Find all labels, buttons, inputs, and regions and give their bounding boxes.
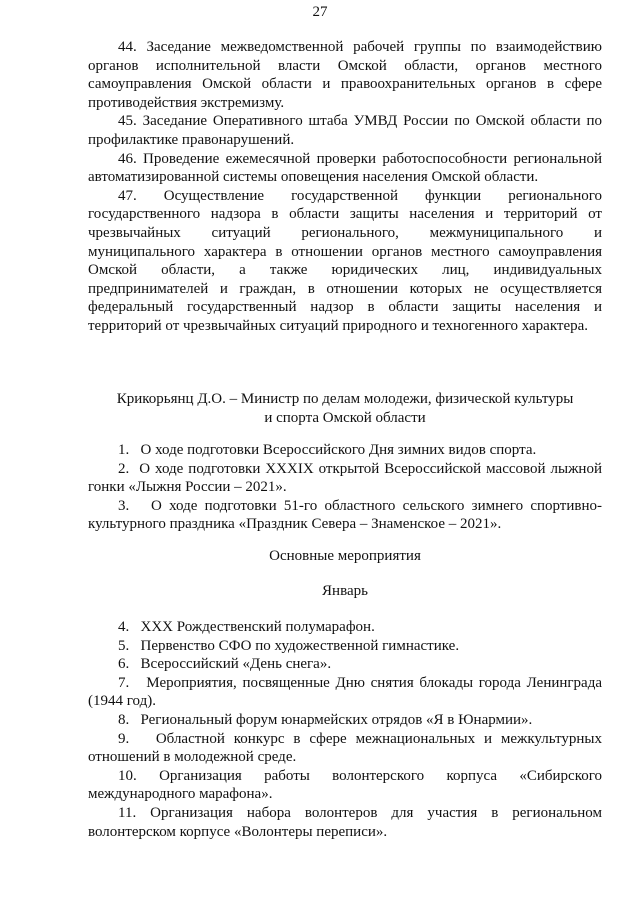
page-number: 27 [312,4,328,20]
month-title: Январь [322,583,368,599]
minister-items-list [88,441,602,534]
month-title-block [88,582,602,601]
list-item: 9. Областной конкурс в сфере межнациональных и межкультурных отношений в молодежной среде. [88,730,602,766]
list-item: 10. Организация работы волонтерского корпуса «Сибирского международного марафона». [88,767,602,803]
list-item: 6. Всероссийский «День снега». [118,656,332,673]
section-title-block [88,547,602,566]
list-item: 46. Проведение ежемесячной проверки работоспособности региональной автоматизированной системы оповещения населения Омской области. [88,150,602,186]
list-item: 47. Осуществление государственной функции регионального государственного надзора в области защиты населения и территорий от чрезвычайных ситуаций регионального, межмуниципального и муниципального характера в отношении органов местного самоуправления Омской области, а также юридических лиц, индивидуальных предпринимателей и граждан, в отношении которых не осуществляется федеральный государственный надзор в области защиты населения и территорий от чрезвычайных ситуаций природного и техногенного характера. [88,187,602,334]
list-item: 4. XXX Рождественский полумарафон. [118,619,375,635]
section-title: Основные мероприятия [269,548,421,564]
list-item: 44. Заседание межведомственной рабочей группы по взаимодействию органов исполнительной власти Омской области, органов местного самоуправления Омской области и правоохранительных органов в сфере противодействия экстремизму. [88,39,602,111]
list-item: 1. О ходе подготовки Всероссийского Дня зимних видов спорта. [118,442,537,458]
minister-line-2: и спорта Омской области [264,409,426,426]
list-item: 3. О ходе подготовки 51-го областного сельского зимнего спортивно-культурного праздника «Праздник Севера – Знаменское – 2021». [88,497,602,533]
list-item: 2. О ходе подготовки XXXIX открытой Всероссийской массовой лыжной гонки «Лыжня России – 2021». [88,460,602,496]
minister-line-1: Крикорьянц Д.О. – Министр по делам молодежи, физической культуры [116,391,574,407]
january-items-list [88,618,602,841]
list-item: 7. Мероприятия, посвященные Дню снятия блокады города Ленинграда (1944 год). [88,674,602,710]
top-items-list [88,38,602,336]
list-item: 5. Первенство СФО по художественной гимнастике. [118,637,460,654]
list-item: 8. Региональный форум юнармейских отрядов «Я в Юнармии». [118,711,533,728]
minister-heading [88,390,602,427]
list-item: 11. Организация набора волонтеров для участия в региональном волонтерском корпусе «Волонтеры переписи». [88,804,602,840]
list-item: 45. Заседание Оперативного штаба УМВД России по Омской области по профилактике правонарушений. [88,113,602,148]
